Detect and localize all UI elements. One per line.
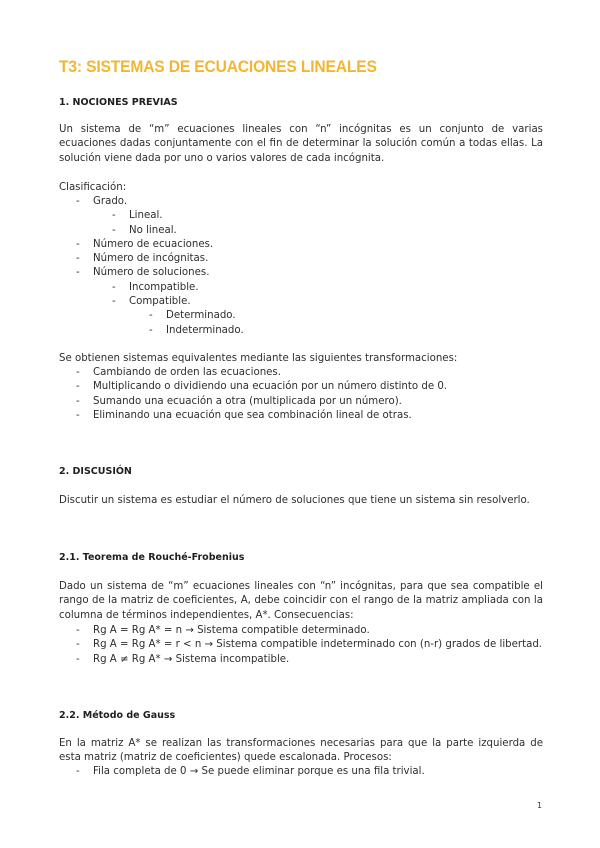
classification-label: Clasificación:	[59, 182, 127, 193]
section-heading-nociones: 1. NOCIONES PREVIAS	[59, 97, 178, 108]
paragraph-definition: Un sistema de “m” ecuaciones lineales con “n” incógnitas es un conjunto de varias ecuaciones dadas conjuntamente con el fin de determinar la solución común a todas ellas. La solución viene dada por uno o varios valores de cada incógnita.	[59, 124, 543, 164]
list-item: - Indeterminado.	[149, 324, 244, 336]
list-item: - Número de ecuaciones.	[76, 238, 214, 250]
list-item: - Número de soluciones.	[76, 267, 210, 279]
section-heading-discusion: 2. DISCUSIÓN	[59, 466, 132, 477]
equivalent-systems-label: Se obtienen sistemas equivalentes mediante las siguientes transformaciones:	[59, 353, 458, 364]
paragraph-rouche: Dado un sistema de “m” ecuaciones lineales con “n” incógnitas, para que sea compatible el rango de la matriz de coeficientes, A, debe coincidir con el rango de la matriz ampliada con la columna de términos independientes, A*. Consecuencias:	[59, 581, 543, 621]
classification-list	[0, 195, 600, 338]
list-item: - Eliminando una ecuación que sea combinación lineal de otras.	[76, 409, 412, 421]
document-title: T3: SISTEMAS DE ECUACIONES LINEALES	[59, 57, 377, 76]
page-number: 1	[537, 801, 543, 810]
list-item: - Incompatible.	[112, 281, 199, 293]
consequences-list	[0, 624, 600, 667]
list-item: - Rg A = Rg A* = r < n → Sistema compatible indeterminado con (n-r) grados de libertad.	[76, 639, 543, 651]
list-item: - Rg A = Rg A* = n → Sistema compatible determinado.	[76, 625, 370, 636]
list-item: - Rg A ≠ Rg A* → Sistema incompatible.	[76, 653, 290, 665]
list-item: - Multiplicando o dividiendo una ecuación por un número distinto de 0.	[76, 381, 448, 393]
list-item: - Cambiando de orden las ecuaciones.	[76, 367, 281, 378]
list-item: - Compatible.	[112, 296, 191, 308]
list-item: - Grado.	[76, 196, 128, 207]
list-item: - Fila completa de 0 → Se puede eliminar porque es una fila trivial.	[76, 766, 425, 777]
section-heading-rouche: 2.1. Teorema de Rouché-Frobenius	[59, 552, 245, 563]
paragraph-discusion: Discutir un sistema es estudiar el número de soluciones que tiene un sistema sin resolverlo.	[59, 495, 530, 506]
paragraph-gauss: En la matriz A* se realizan las transformaciones necesarias para que la parte izquierda de esta matriz (matriz de coeficientes) quede escalonada. Procesos:	[59, 738, 543, 764]
processes-list	[0, 765, 600, 779]
list-item: - Lineal.	[112, 210, 163, 222]
list-item: - No lineal.	[112, 224, 177, 236]
list-item: - Sumando una ecuación a otra (multiplicada por un número).	[76, 395, 402, 407]
list-item: - Determinado.	[149, 310, 236, 322]
transformations-list	[0, 366, 600, 423]
section-heading-gauss: 2.2. Método de Gauss	[59, 710, 176, 721]
list-item: - Número de incógnitas.	[76, 253, 209, 265]
